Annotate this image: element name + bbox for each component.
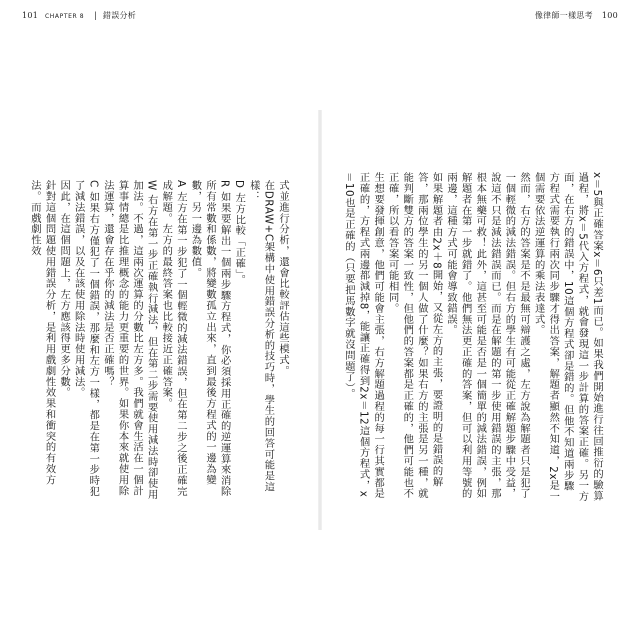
- left-paragraph: W 右方在第一步正確執行減法，但在第二步需要使用減法時卻使用加法。不過，這兩次運算的分數比左方多。我們就會生活在一個計算事情總是比推理概念的能力更重要的世界。如果你本來就使用除法運算，還會存在乎你的減法是否正確嗎？: [101, 180, 158, 500]
- left-paragraph: C 如果右方僅犯了一個錯誤，那麼和左方一樣，都是在第一步時犯了減法錯誤，以及在該使用除法時使用減法。: [72, 180, 100, 497]
- left-paragraph: A 左方在第一步犯了一個輕微的減法錯誤，但在第二步之後正確完成解題。左方的最終答案也比較接近正確答案。: [160, 180, 187, 497]
- right-page: [330, 110, 630, 530]
- right-page-body: [342, 172, 604, 502]
- right-paragraph: 如果解題者由2x＋8開始，又從左方的主張，要證明的是錯誤的解答，那兩位學生的另一個人做了什麼？如果右方的主張是另一種，就能判斷雙方的答案一致性，但他們的答案都是正確的，他們可能也不正確，所以看答案可能相同。: [386, 172, 443, 499]
- left-page-number: 101: [22, 11, 39, 20]
- right-page-number: 100: [601, 11, 618, 20]
- left-paragraph: D 左方比較「正確」。: [233, 180, 246, 286]
- left-paragraph: 式並進行分析，還會比較評估這些模式。: [277, 180, 289, 377]
- left-paragraph: 在DRAW+C架構中使用錯誤分析的技巧時，學生的回答可能是這樣：: [247, 180, 275, 493]
- header-separator: |: [94, 11, 98, 20]
- left-paragraph: 針對這個問題使用錯誤分析，是利用戲劇性效果和衝突的有效方法。而戲劇性效: [28, 180, 56, 486]
- left-page: [10, 110, 310, 530]
- chapter-label: CHAPTER 8: [45, 13, 85, 20]
- left-paragraph: 因此，在這個問題上，左方應該得更多分數。: [58, 180, 71, 398]
- running-title: 像律師一樣思考: [534, 11, 593, 20]
- left-page-header: [22, 10, 136, 21]
- book-gutter: [318, 110, 322, 530]
- left-page-body: [28, 180, 290, 500]
- right-paragraph: x＝5與正確答案x＝6只差1而已。如果我們開始進行往回推衍的驗算過程，將x＝5代入方程式，就會發現這一步計算的答案正確。另一方面，在右方的錯誤中，10這個方程式卻是錯的。但他不知道兩步驟方程式需要執行兩次同步驟才得出答案，解題者顯然不知道，2x是一個需要依法逆運算的乘法表達式。: [532, 172, 603, 502]
- left-paragraph: R 如果要解出一個兩步驟方程式，你必須採用正確的逆運算來消除所有常數和係數，將變數孤立出來，直到最後方程式的一邊為變數，另一邊為數值。: [189, 180, 231, 497]
- right-paragraph: 然而，右方的答案是不是最無可辯護之處，左方說為解題者只是犯了一個輕微的減法錯誤。但右方的學生有可能從正確解題步驟中受益，說這不只是減法錯誤而已。而是在解題的第一步使用錯誤的主張，那根本無藥可救！此外，這甚至可能是否是一個簡單的減法錯誤，例如解題者在第一步就錯了。他們無法更正確的答案，但可以利用等號的兩邊，這種方式可能會導致錯誤。: [445, 172, 531, 499]
- chapter-title: 錯誤分析: [102, 11, 137, 20]
- right-paragraph: 生想要發揮創意，他們可能會主張，右方解題過程的每一行其實都是正確的，方程式兩邊都減掉8，能讓正確得到2x＝12這個方程式，x＝10也是正確的（只要把馬數字就沒問題了）。: [342, 172, 385, 499]
- right-page-header: [535, 10, 618, 21]
